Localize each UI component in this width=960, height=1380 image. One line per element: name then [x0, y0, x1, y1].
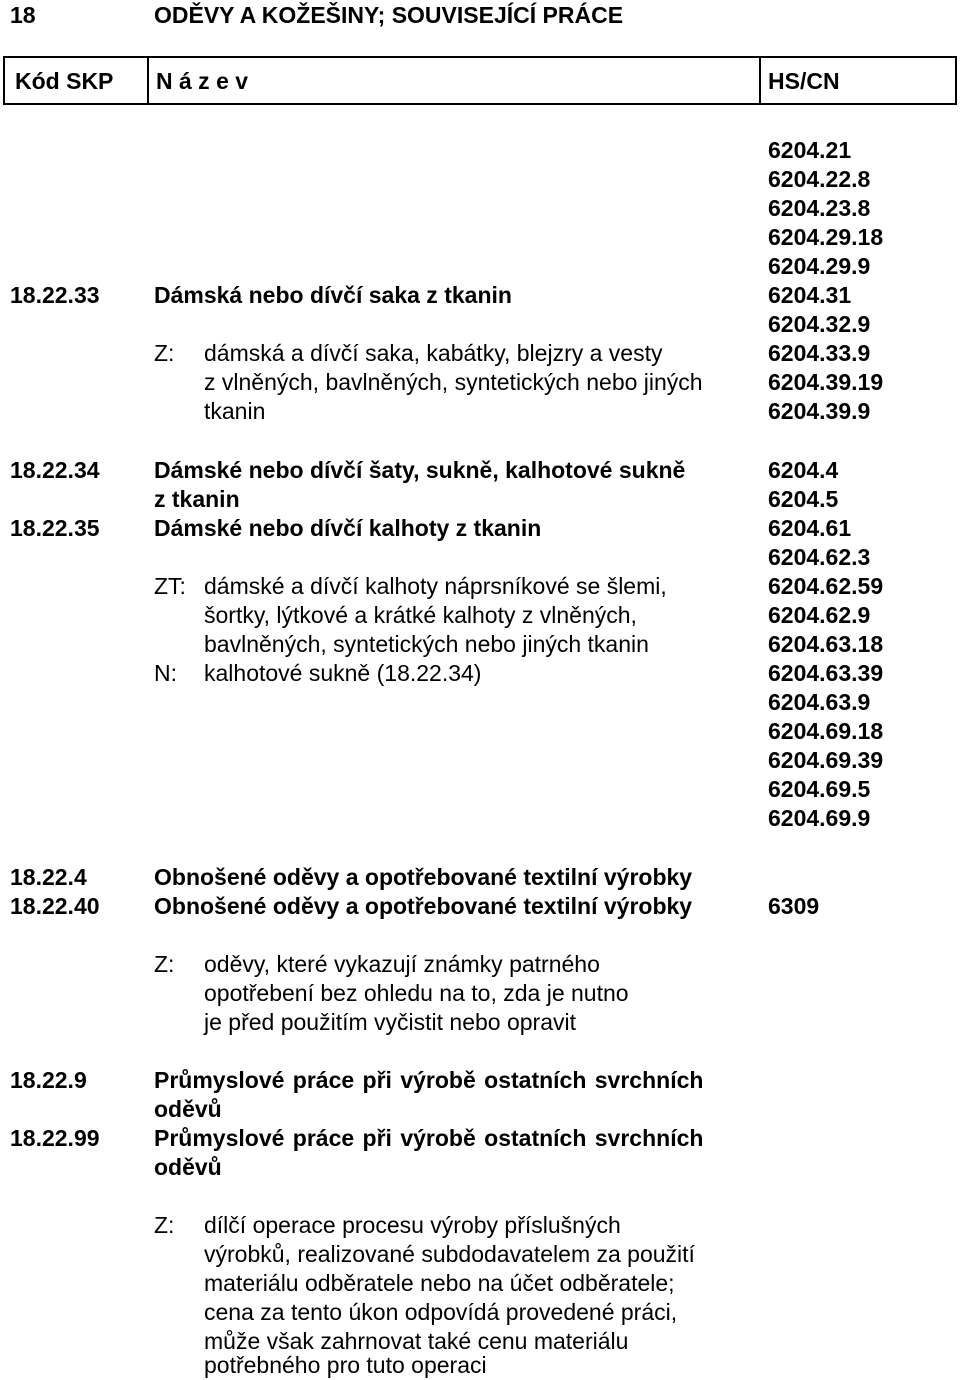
note-line: potřebného pro tuto operaci [204, 1352, 487, 1378]
note-line: dílčí operace procesu výroby příslušných [204, 1212, 621, 1238]
hs-code: 6204.63.39 [768, 660, 884, 686]
column-divider [759, 58, 761, 103]
hs-code: 6204.29.18 [768, 224, 884, 250]
hs-code: 6204.33.9 [768, 340, 871, 366]
note-line: oděvy, které vykazují známky patrného [204, 951, 600, 977]
entry-code: 18.22.40 [10, 893, 100, 919]
hs-code: 6204.29.9 [768, 253, 871, 279]
column-header-code: Kód SKP [15, 68, 114, 94]
hs-code: 6204.21 [768, 137, 852, 163]
note-line: může však zahrnovat také cenu materiálu [204, 1328, 629, 1354]
note-line: je před použitím vyčistit nebo opravit [204, 1009, 577, 1035]
hs-code: 6204.22.8 [768, 166, 871, 192]
entry-code: 18.22.34 [10, 457, 100, 483]
hs-code: 6204.39.19 [768, 369, 884, 395]
entry-title: Obnošené oděvy a opotřebované textilní výrobky [154, 864, 693, 890]
entry-title: Dámské nebo dívčí kalhoty z tkanin [154, 515, 542, 541]
note-line: bavlněných, syntetických nebo jiných tkanin [204, 631, 649, 657]
hs-code: 6204.62.9 [768, 602, 871, 628]
note-line: dámská a dívčí saka, kabátky, blejzry a vesty [204, 340, 663, 366]
entry-title: Dámská nebo dívčí saka z tkanin [154, 282, 512, 308]
note-label: Z: [154, 340, 175, 366]
note-line: kalhotové sukně (18.22.34) [204, 660, 482, 686]
note-label: Z: [154, 1212, 175, 1238]
hs-code: 6204.63.9 [768, 689, 871, 715]
note-line: výrobků, realizované subdodavatelem za použití [204, 1241, 695, 1267]
note-line: tkanin [204, 398, 266, 424]
note-label: N: [154, 660, 177, 686]
hs-code: 6309 [768, 893, 820, 919]
hs-code: 6204.23.8 [768, 195, 871, 221]
entry-code: 18.22.9 [10, 1067, 87, 1093]
hs-code: 6204.69.39 [768, 747, 884, 773]
note-line: dámské a dívčí kalhoty náprsníkové se šlemi, [204, 573, 667, 599]
note-line: materiálu odběratele nebo na účet odběratele; [204, 1270, 675, 1296]
hs-code: 6204.32.9 [768, 311, 871, 337]
hs-code: 6204.69.9 [768, 805, 871, 831]
entry-title-cont: oděvů [154, 1096, 222, 1122]
entry-title: Průmyslové práce při výrobě ostatních svrchních [154, 1125, 704, 1151]
hs-code: 6204.62.3 [768, 544, 871, 570]
entry-code: 18.22.4 [10, 864, 87, 890]
hs-code: 6204.69.18 [768, 718, 884, 744]
hs-code: 6204.61 [768, 515, 852, 541]
entry-title: Průmyslové práce při výrobě ostatních svrchních [154, 1067, 704, 1093]
column-header-hs: HS/CN [768, 68, 840, 94]
chapter-title: ODĚVY A KOŽEŠINY; SOUVISEJÍCÍ PRÁCE [154, 2, 624, 28]
hs-code: 6204.5 [768, 486, 839, 512]
note-label: ZT: [154, 573, 186, 599]
entry-title-cont: z tkanin [154, 486, 240, 512]
hs-code: 6204.39.9 [768, 398, 871, 424]
entry-title-cont: oděvů [154, 1154, 222, 1180]
table-header [3, 56, 957, 105]
entry-code: 18.22.35 [10, 515, 100, 541]
entry-code: 18.22.33 [10, 282, 100, 308]
note-label: Z: [154, 951, 175, 977]
note-line: z vlněných, bavlněných, syntetických nebo jiných [204, 369, 703, 395]
chapter-number: 18 [10, 2, 36, 28]
hs-code: 6204.69.5 [768, 776, 871, 802]
note-line: opotřebení bez ohledu na to, zda je nutno [204, 980, 629, 1006]
hs-code: 6204.62.59 [768, 573, 884, 599]
entry-title: Obnošené oděvy a opotřebované textilní výrobky [154, 893, 693, 919]
entry-title: Dámské nebo dívčí šaty, sukně, kalhotové sukně [154, 457, 686, 483]
hs-code: 6204.63.18 [768, 631, 884, 657]
column-divider [147, 58, 149, 103]
entry-code: 18.22.99 [10, 1125, 100, 1151]
note-line: cena za tento úkon odpovídá provedené práci, [204, 1299, 678, 1325]
note-line: šortky, lýtkové a krátké kalhoty z vlněných, [204, 602, 637, 628]
hs-code: 6204.31 [768, 282, 852, 308]
column-header-name: N á z e v [156, 68, 249, 94]
hs-code: 6204.4 [768, 457, 839, 483]
